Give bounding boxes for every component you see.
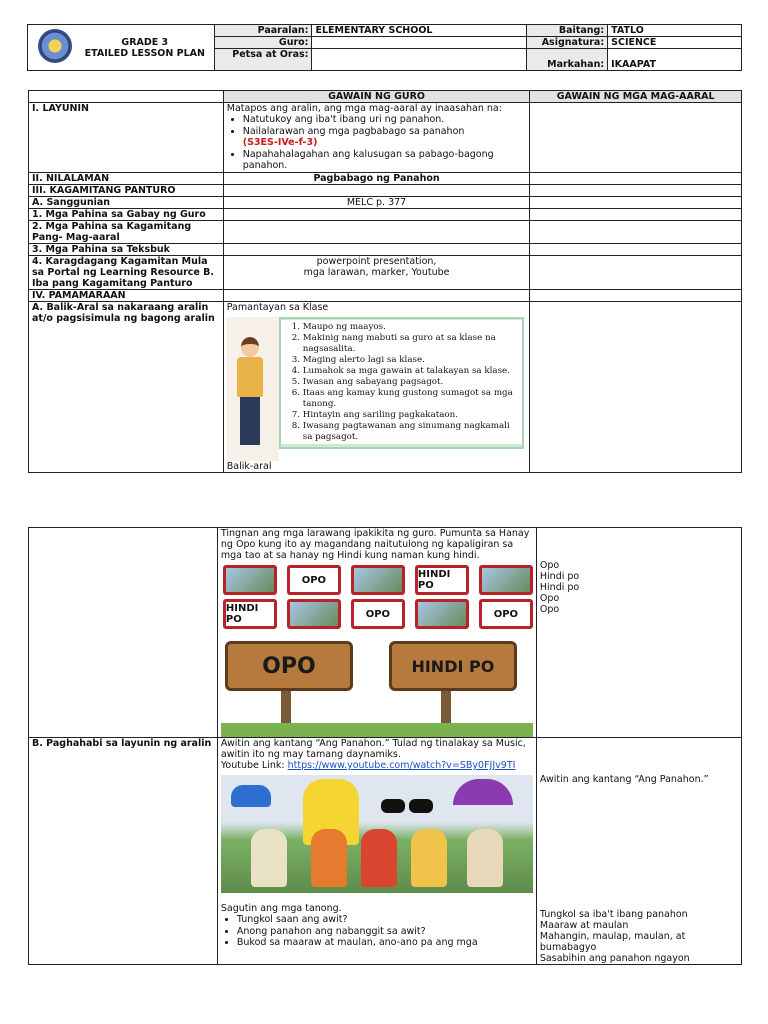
nilalaman-label: II. NILALAMAN	[29, 172, 224, 184]
paghahabi-label: B. Paghahabi sa layunin ng aralin	[29, 738, 218, 965]
youtube-label: Youtube Link:	[220, 760, 285, 771]
teacher-illustration	[227, 317, 279, 461]
opo-activity	[217, 528, 536, 738]
class-rules-list	[281, 320, 523, 444]
answer-line: Tungkol sa iba't ibang panahon	[539, 909, 688, 920]
answer-line: Sasabihin ang panahon ngayon	[539, 953, 690, 964]
list-item: • Nailalarawan ang mga pagbabago sa panahon (S3ES-IVe-f-3)	[243, 126, 527, 149]
student-song-activity: Awitin ang kantang “Ang Panahon.”	[539, 774, 709, 785]
plan-title: ETAILED LESSON PLAN	[84, 48, 205, 59]
layunin-intro: Matapos ang aralin, ang mga mag-aaral ay inaasahan na:	[226, 103, 502, 114]
paghahabi-student	[536, 738, 741, 965]
answer-line: Mahangin, maulap, maulan, at bumabagyo	[539, 931, 686, 953]
quarter-label: Markahan:	[527, 49, 608, 71]
teksbuk-label: 3. Mga Pahina sa Teksbuk	[29, 243, 224, 255]
quarter-value: IKAAPAT	[608, 49, 742, 71]
questions-list	[237, 914, 533, 949]
list-item: • Anong panahon ang nabanggit sa awit?	[237, 926, 533, 938]
empty-cell	[530, 243, 742, 255]
youtube-link[interactable]: https://www.youtube.com/watch?v=SBy0FJJv9TI	[287, 760, 516, 771]
school-brand	[28, 25, 215, 71]
materials-line: mga larawan, marker, Youtube	[303, 266, 450, 278]
gabay-label: 1. Mga Pahina sa Gabay ng Guro	[29, 208, 224, 220]
cap-icon	[231, 785, 271, 807]
answer-line: Opo	[539, 560, 560, 571]
picture-card	[287, 599, 341, 629]
card-row	[223, 565, 533, 595]
teacher-value	[312, 37, 527, 49]
person-illustration	[467, 829, 503, 887]
person-illustration	[311, 829, 347, 887]
layunin-list	[243, 114, 527, 172]
grade-level-value: TATLO	[608, 25, 742, 37]
weather-song-illustration	[221, 775, 533, 893]
picture-card	[479, 565, 533, 595]
empty-cell	[223, 220, 530, 243]
list-item: • Napahahalagahan ang kalusugan sa pabago-bagong panahon.	[243, 149, 527, 172]
materials-line: powerpoint presentation,	[316, 255, 437, 267]
answer-line: Hindi po	[539, 582, 580, 593]
class-rule-item: 3. Maging alerto lagi sa klase.	[303, 355, 519, 366]
person-illustration	[411, 829, 447, 887]
student-activity-header: GAWAIN NG MGA MAG-AARAL	[530, 91, 742, 103]
corner-cell	[29, 91, 224, 103]
answer-card: HINDI PO	[223, 599, 277, 629]
empty-cell	[530, 172, 742, 184]
layunin-content	[223, 103, 530, 173]
school-label: Paaralan:	[214, 25, 312, 37]
header-table	[27, 24, 742, 71]
kagamitang-pang-mag-aaral-label: 2. Mga Pahina sa Kagamitang Pang- Mag-aaral	[29, 220, 224, 243]
empty-cell	[530, 220, 742, 243]
youtube-line	[221, 760, 533, 771]
list-item: • Bukod sa maaraw at maulan, ano-ano pa ang mga	[237, 937, 533, 949]
opo-instruction: Tingnan ang mga larawang ipakikita ng guro. Pumunta sa Hanay ng Opo kung ito ay magandang naitutulong ng kapaligiran sa mga tao at sa hanay ng Hindi kung naman kung hindi.	[220, 528, 530, 561]
class-rule-item: 5. Iwasan ang sabayang pagsagot.	[303, 377, 519, 388]
empty-cell	[29, 528, 218, 738]
class-rule-item: 7. Hintayin ang sariling pagkakataon.	[303, 410, 519, 421]
class-rules-slide	[227, 315, 527, 461]
answer-line: Maaraw at maulan	[539, 920, 629, 931]
empty-cell	[223, 289, 530, 301]
pamantayan-title: Pamantayan sa Klase	[226, 301, 329, 313]
class-rule-item: 6. Itaas ang kamay kung gustong sumagot sa mga tanong.	[303, 388, 519, 410]
date-value	[312, 49, 527, 71]
answer-line: Opo	[539, 593, 560, 604]
subject-label: Asignatura:	[527, 37, 608, 49]
sanggunian-value: MELC p. 377	[223, 196, 530, 208]
list-item: • Natutukoy ang iba't ibang uri ng panahon.	[243, 114, 527, 126]
paghahabi-content	[217, 738, 536, 965]
picture-card	[223, 565, 277, 595]
sanggunian-label: A. Sanggunian	[29, 196, 224, 208]
answer-card: OPO	[479, 599, 533, 629]
picture-card	[415, 599, 469, 629]
answer-line: Hindi po	[539, 571, 580, 582]
karagdagang-value	[223, 255, 530, 289]
empty-cell	[530, 255, 742, 289]
person-illustration	[361, 829, 397, 887]
answer-card: OPO	[287, 565, 341, 595]
sunglasses-icon	[381, 799, 441, 815]
deped-seal-icon	[38, 29, 72, 63]
empty-cell	[530, 208, 742, 220]
opo-answers	[536, 528, 741, 738]
card-row	[223, 599, 533, 629]
questions-intro: Sagutin ang mga tanong.	[220, 903, 342, 914]
picture-card	[351, 565, 405, 595]
teacher-label: Guro:	[214, 37, 312, 49]
melc-code: (S3ES-IVe-f-3)	[242, 137, 318, 148]
list-item: • Tungkol saan ang awit?	[237, 914, 533, 926]
class-rule-item: 8. Iwasang pagtawanan ang sinumang nagkamali sa pagsagot.	[303, 421, 519, 443]
empty-cell	[530, 289, 742, 301]
empty-cell	[223, 184, 530, 196]
date-label: Petsa at Oras:	[214, 49, 312, 71]
layunin-student	[530, 103, 742, 173]
empty-cell	[223, 208, 530, 220]
empty-cell	[530, 301, 742, 472]
opo-sign: OPO	[225, 641, 353, 691]
empty-cell	[530, 196, 742, 208]
student-answers	[540, 909, 738, 964]
grade-level-label: Baitang:	[527, 25, 608, 37]
class-rule-item: 4. Lumahok sa mga gawain at talakayan sa klase.	[303, 366, 519, 377]
karagdagang-label: 4. Karagdagang Kagamitan Mula sa Portal ng Learning Resource B. Iba pang Kagamitang Panturo	[29, 255, 224, 289]
umbrella-icon	[453, 779, 513, 805]
school-value: ELEMENTARY SCHOOL	[312, 25, 527, 37]
song-instruction: Awitin ang kantang “Ang Panahon.” Tulad ng tinalakay sa Music, awitin ito ng may tamang daynamiks.	[220, 738, 526, 760]
subject-value: SCIENCE	[608, 37, 742, 49]
empty-cell	[223, 243, 530, 255]
empty-cell	[530, 184, 742, 196]
nilalaman-value: Pagbabago ng Panahon	[223, 172, 530, 184]
answer-card: HINDI PO	[415, 565, 469, 595]
hindi-po-sign: HINDI PO	[389, 641, 517, 691]
teacher-activity-header: GAWAIN NG GURO	[223, 91, 530, 103]
answer-line: Opo	[539, 604, 560, 615]
balik-aral-content	[223, 301, 530, 472]
lesson-plan-table-continued	[28, 527, 742, 965]
class-rule-item: 1. Maupo ng maayos.	[303, 322, 519, 333]
lesson-plan-table	[28, 90, 742, 473]
opo-hindi-signs	[221, 633, 533, 737]
layunin-label: I. LAYUNIN	[29, 103, 224, 173]
class-rule-item: 2. Makinig nang mabuti sa guro at sa klase na nagsasalita.	[303, 333, 519, 355]
pamamaraan-label: IV. PAMAMARAAN	[29, 289, 224, 301]
grade-label: GRADE 3	[121, 37, 169, 48]
person-illustration	[251, 829, 287, 887]
answer-card: OPO	[351, 599, 405, 629]
kagamitan-label: III. KAGAMITANG PANTURO	[29, 184, 224, 196]
balik-aral-text: Balik-aral	[226, 460, 272, 472]
balik-aral-label: A. Balik-Aral sa nakaraang aralin at/o pagsisimula ng bagong aralin	[29, 301, 224, 472]
